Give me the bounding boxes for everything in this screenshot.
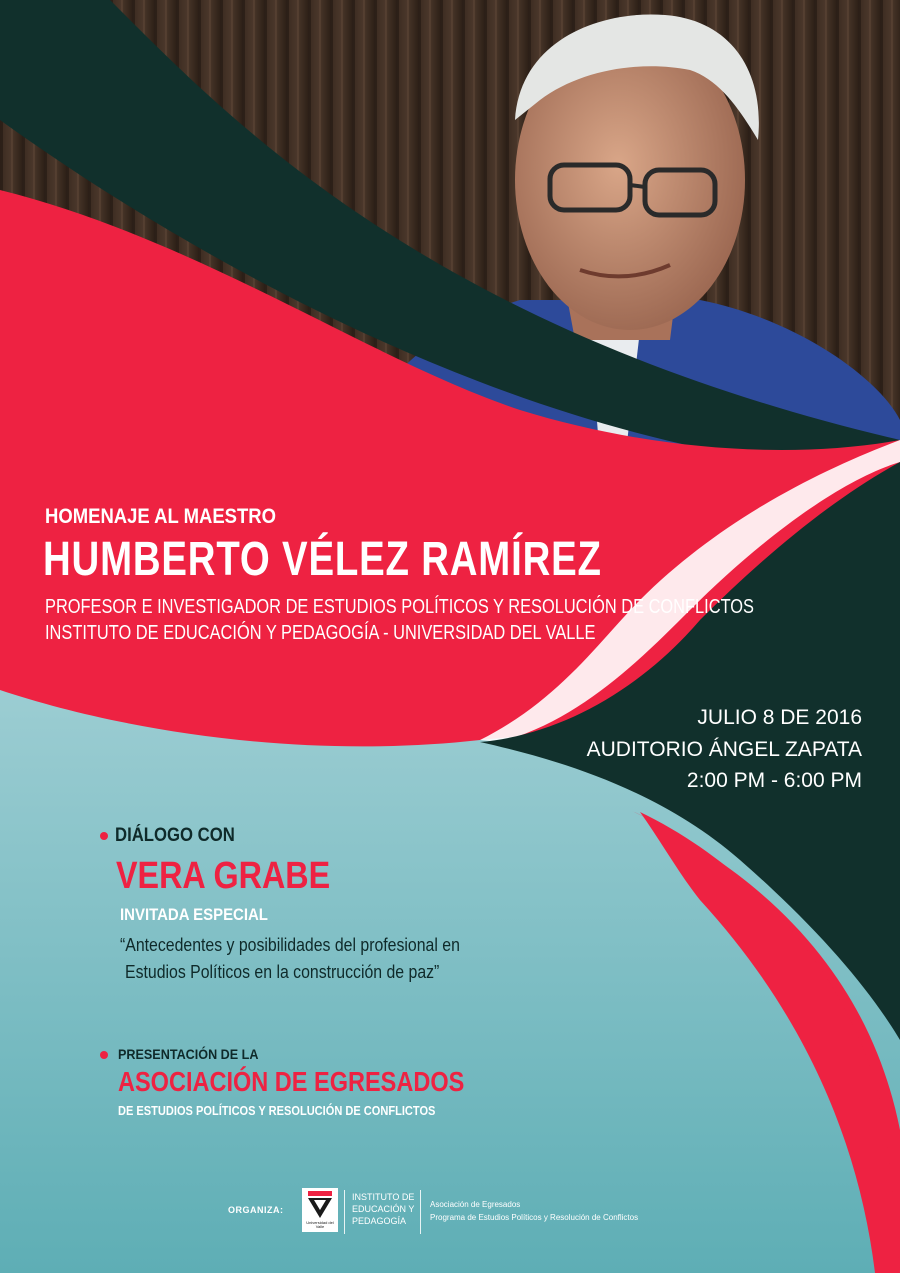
guest-role: INVITADA ESPECIAL xyxy=(120,905,268,924)
honoree-role: PROFESOR E INVESTIGADOR DE ESTUDIOS POLÍTICOS Y RESOLUCIÓN DE CONFLICTOS xyxy=(45,596,754,618)
organiza-label: ORGANIZA: xyxy=(228,1205,284,1215)
talk-quote-line1: “Antecedentes y posibilidades del profesional en xyxy=(120,935,460,955)
iep-line1: INSTITUTO DE xyxy=(352,1192,415,1202)
association-subtitle: DE ESTUDIOS POLÍTICOS Y RESOLUCIÓN DE CONFLICTOS xyxy=(118,1103,436,1118)
honoree-institution: INSTITUTO DE EDUCACIÓN Y PEDAGOGÍA - UNIVERSIDAD DEL VALLE xyxy=(45,622,596,644)
kicker-title: HOMENAJE AL MAESTRO xyxy=(45,505,277,528)
iep-line3: PEDAGOGÍA xyxy=(352,1216,407,1226)
univalle-logo-text: Universidad del Valle xyxy=(306,1220,334,1229)
event-venue: AUDITORIO ÁNGEL ZAPATA xyxy=(586,738,862,761)
association-title: ASOCIACIÓN DE EGRESADOS xyxy=(118,1066,465,1097)
footer-divider xyxy=(420,1190,421,1234)
iep-line2: EDUCACIÓN Y xyxy=(352,1204,415,1214)
assoc-line2: Programa de Estudios Políticos y Resolución de Conflictos xyxy=(430,1213,639,1222)
assoc-line1: Asociación de Egresados xyxy=(430,1200,521,1209)
red-dot-icon xyxy=(100,832,108,840)
event-date: JULIO 8 DE 2016 xyxy=(697,706,862,729)
event-time: 2:00 PM - 6:00 PM xyxy=(686,769,862,792)
dialogue-heading: DIÁLOGO CON xyxy=(115,825,235,846)
footer-divider xyxy=(344,1190,345,1234)
univalle-logo-icon xyxy=(302,1188,338,1232)
red-dot-icon xyxy=(100,1051,108,1059)
talk-quote-line2: Estudios Políticos en la construcción de paz” xyxy=(125,962,440,982)
honoree-name: HUMBERTO VÉLEZ RAMÍREZ xyxy=(43,533,602,586)
presentation-heading: PRESENTACIÓN DE LA xyxy=(118,1046,259,1062)
guest-name: VERA GRABE xyxy=(116,855,331,897)
